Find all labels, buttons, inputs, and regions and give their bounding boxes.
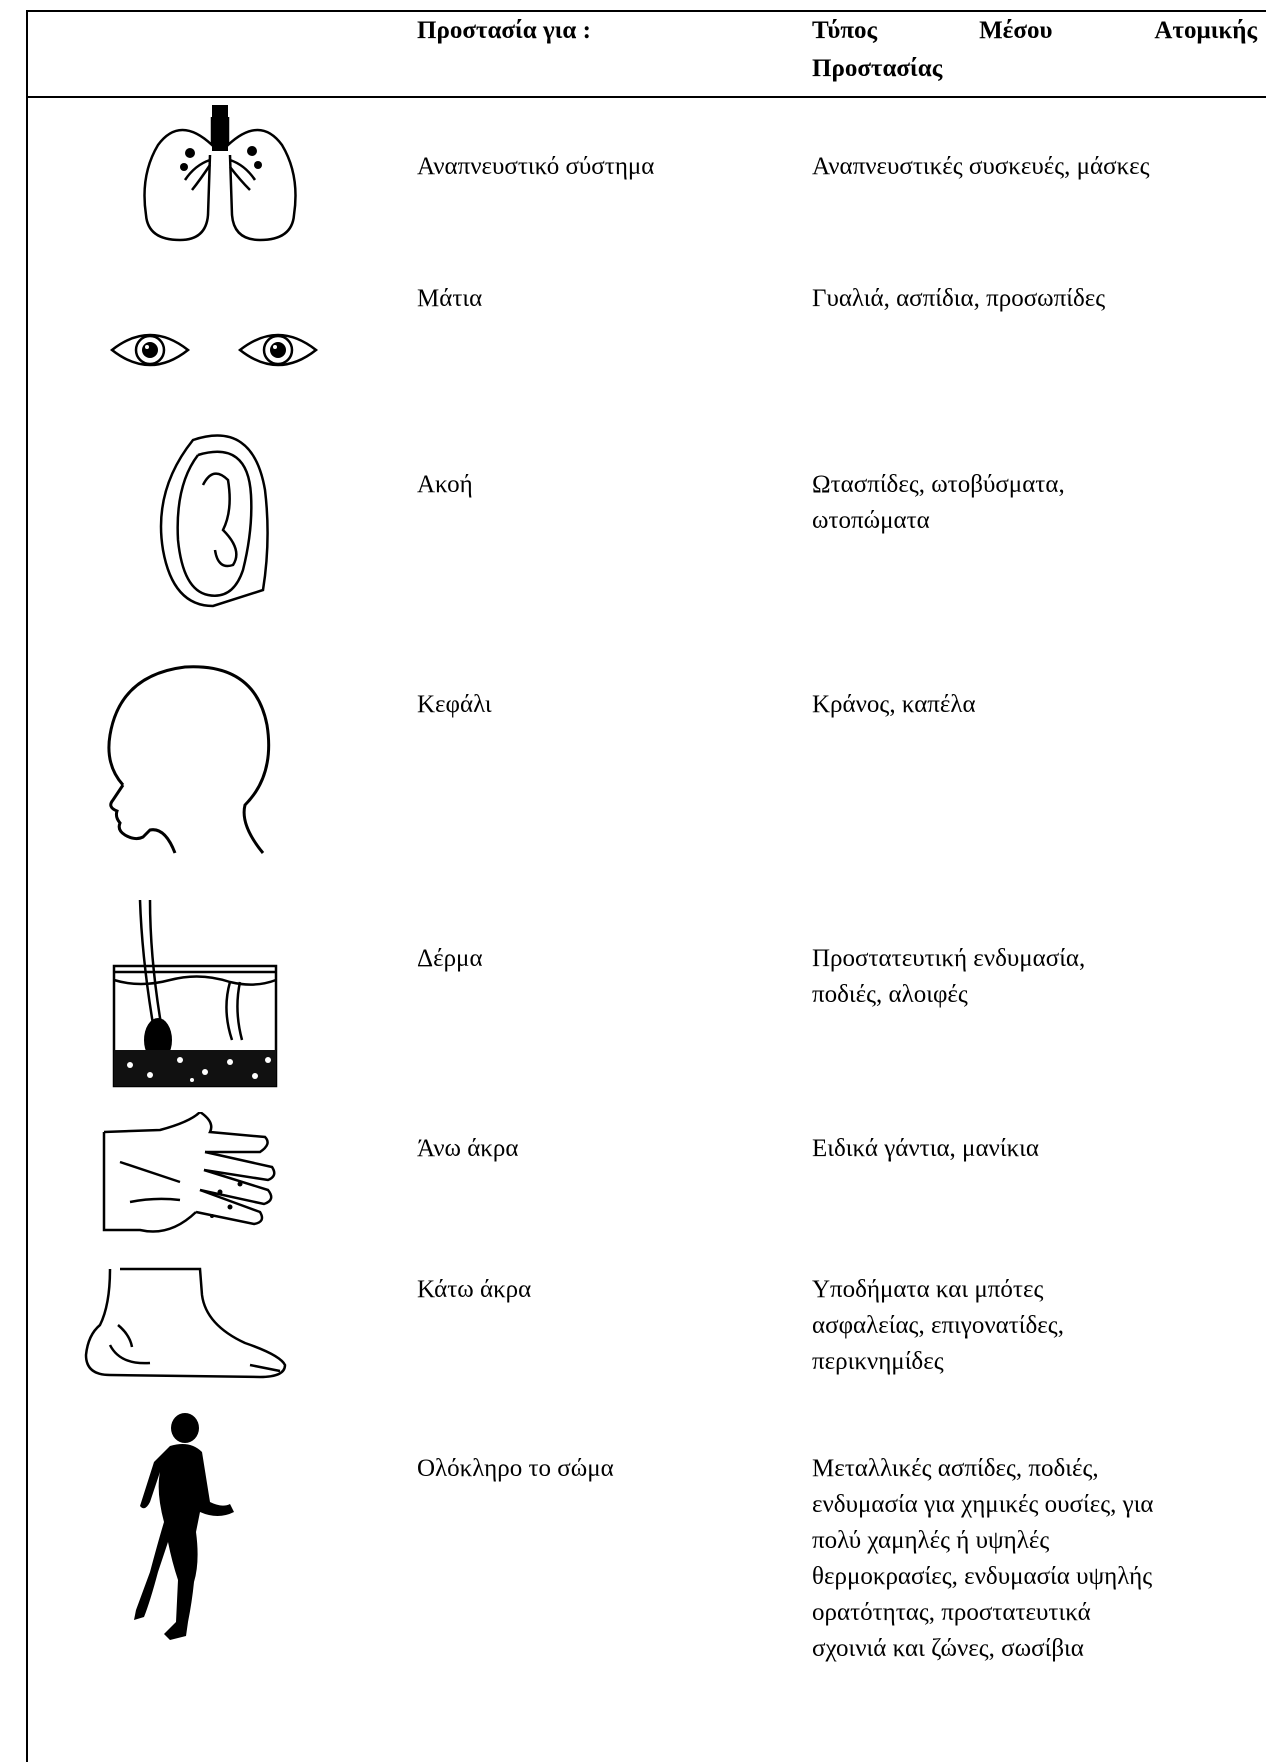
lungs-icon [140,105,300,245]
head-icon [95,655,275,855]
row-equipment: Αναπνευστικές συσκευές, μάσκες [812,153,1150,180]
running-person-icon [130,1412,240,1642]
row-equipment-line: ποδιές, αλοιφές [812,981,968,1008]
row-equipment-line: θερμοκρασίες, ενδυμασία υψηλής [812,1563,1153,1590]
row-equipment: Γυαλιά, ασπίδια, προσωπίδες [812,285,1106,312]
row-equipment-line: σχοινιά και ζώνες, σωσίβια [812,1635,1084,1662]
header-word: Μέσου [979,17,1053,44]
hand-icon [100,1112,280,1242]
row-equipment-line: περικνημίδες [812,1348,944,1375]
row-equipment-line: ενδυμασία για χημικές ουσίες, για [812,1491,1154,1518]
row-body-part: Άνω άκρα [417,1135,519,1162]
skin-icon [110,900,280,1090]
row-equipment-line: πολύ χαμηλές ή υψηλές [812,1527,1050,1554]
row-equipment-line: Μεταλλικές ασπίδες, ποδιές, [812,1455,1099,1482]
header-divider [26,96,1266,98]
row-equipment: Κράνος, καπέλα [812,691,976,718]
header-word: Τύπος [812,17,878,44]
row-equipment-line: Προστατευτική ενδυμασία, [812,945,1086,972]
row-body-part: Μάτια [417,285,483,312]
row-body-part: Δέρμα [417,945,483,972]
row-equipment-line: ασφαλείας, επιγονατίδες, [812,1312,1064,1339]
foot-icon [80,1265,290,1385]
row-body-part: Αναπνευστικό σύστημα [417,153,655,180]
row-body-part: Κεφάλι [417,691,492,718]
header-word: Ατομικής [1154,17,1257,44]
row-body-part: Ακοή [417,471,473,498]
row-equipment-line: ωτοπώματα [812,507,930,534]
row-equipment-line: Ωτασπίδες, ωτοβύσματα, [812,471,1065,498]
row-body-part: Κάτω άκρα [417,1276,532,1303]
ear-icon [153,430,273,610]
row-equipment-line: Υποδήματα και μπότες [812,1276,1044,1303]
header-protection-for: Προστασία για : [417,17,591,44]
header-equipment-type-line1 [812,14,1257,48]
row-equipment-line: ορατότητας, προστατευτικά [812,1599,1091,1626]
row-body-part: Ολόκληρο το σώμα [417,1455,614,1482]
row-equipment: Ειδικά γάντια, μανίκια [812,1135,1040,1162]
header-equipment-type-line2: Προστασίας [812,55,943,82]
eyes-icon [110,325,320,375]
